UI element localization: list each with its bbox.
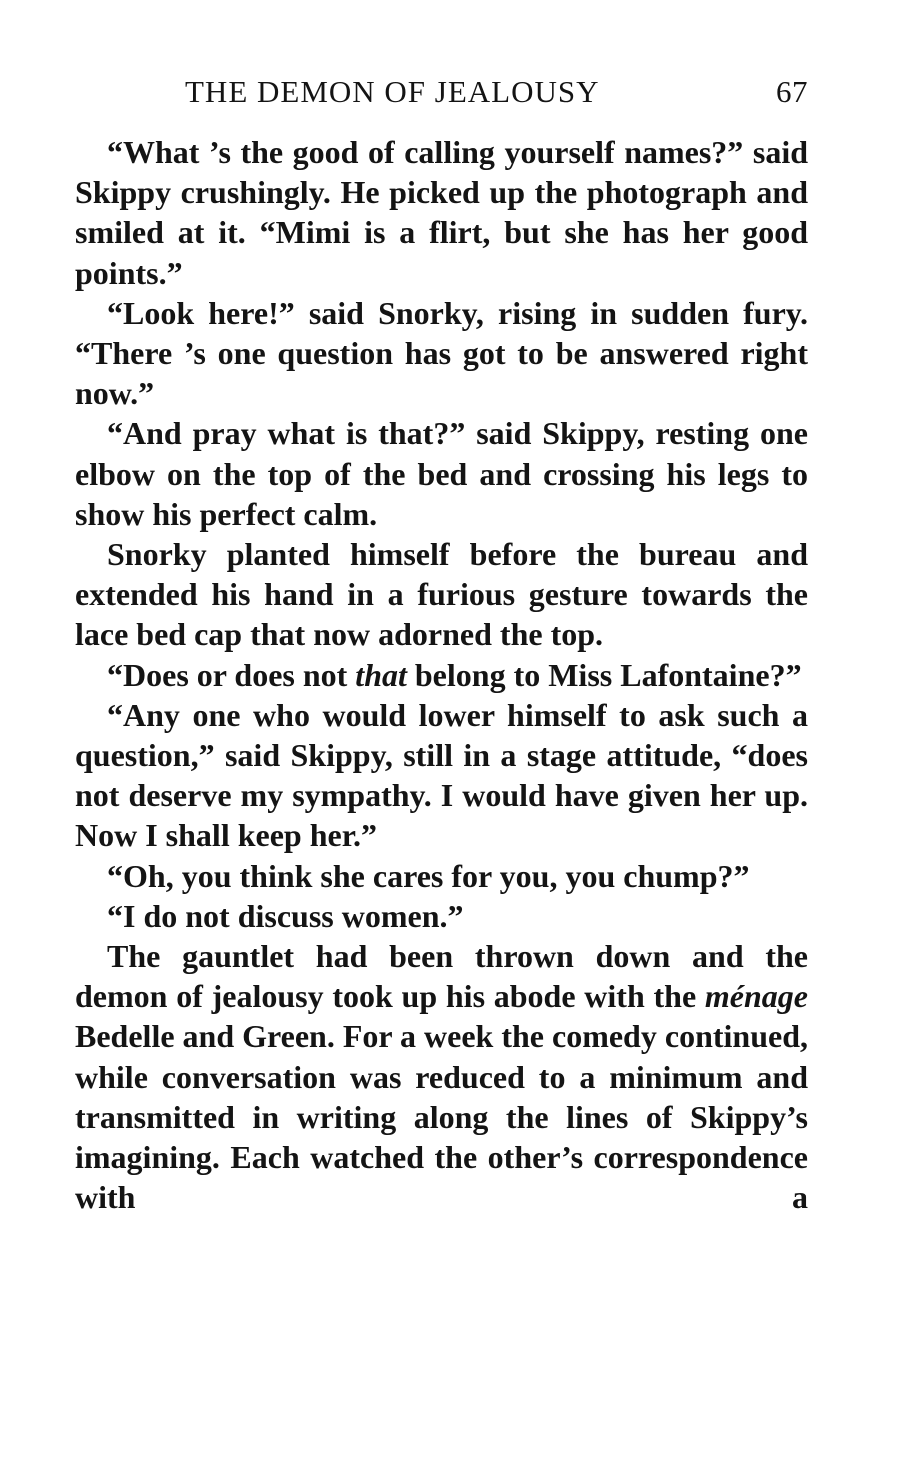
paragraph: “And pray what is that?” said Skippy, resting one elbow on the top of the bed and crossing his legs to show his perfect calm. [75, 415, 808, 532]
italic-emphasis: that [355, 656, 407, 693]
paragraph: Snorky planted himself before the bureau and extended his hand in a furious gesture towards the lace bed cap that now adorned the top. [75, 536, 808, 653]
italic-emphasis: ménage [704, 978, 808, 1015]
paragraph: “Any one who would lower himself to ask such a question,” said Skippy, still in a stage attitude, “does not deserve my sympathy. I would have given her up. Now I shall keep her.” [75, 696, 808, 854]
paragraph: The gauntlet had been thrown down and the demon of jealousy took up his abode with the ménage Bedelle and Green. For a week the comedy continued, while conversation was reduced to a minimum and transmitted in writing along the lines of Skippy’s imagining. Each watched the other’s correspondence with a [75, 938, 808, 1216]
running-title: THE DEMON OF JEALOUSY [185, 74, 600, 109]
paragraph: “What ’s the good of calling yourself names?” said Skippy crushingly. He picked up the photograph and smiled at it. “Mimi is a flirt, but she has her good points.” [75, 134, 808, 291]
page-number: 67 [776, 74, 808, 109]
paragraph: “I do not discuss women.” [107, 897, 464, 934]
body-text [75, 132, 808, 1217]
book-page [75, 72, 808, 1217]
paragraph: “Does or does not that belong to Miss Lafontaine?” [107, 656, 802, 693]
running-header [75, 72, 808, 112]
paragraph: “Look here!” said Snorky, rising in sudden fury. “There ’s one question has got to be answered right now.” [75, 294, 808, 412]
paragraph: “Oh, you think she cares for you, you chump?” [107, 857, 750, 894]
